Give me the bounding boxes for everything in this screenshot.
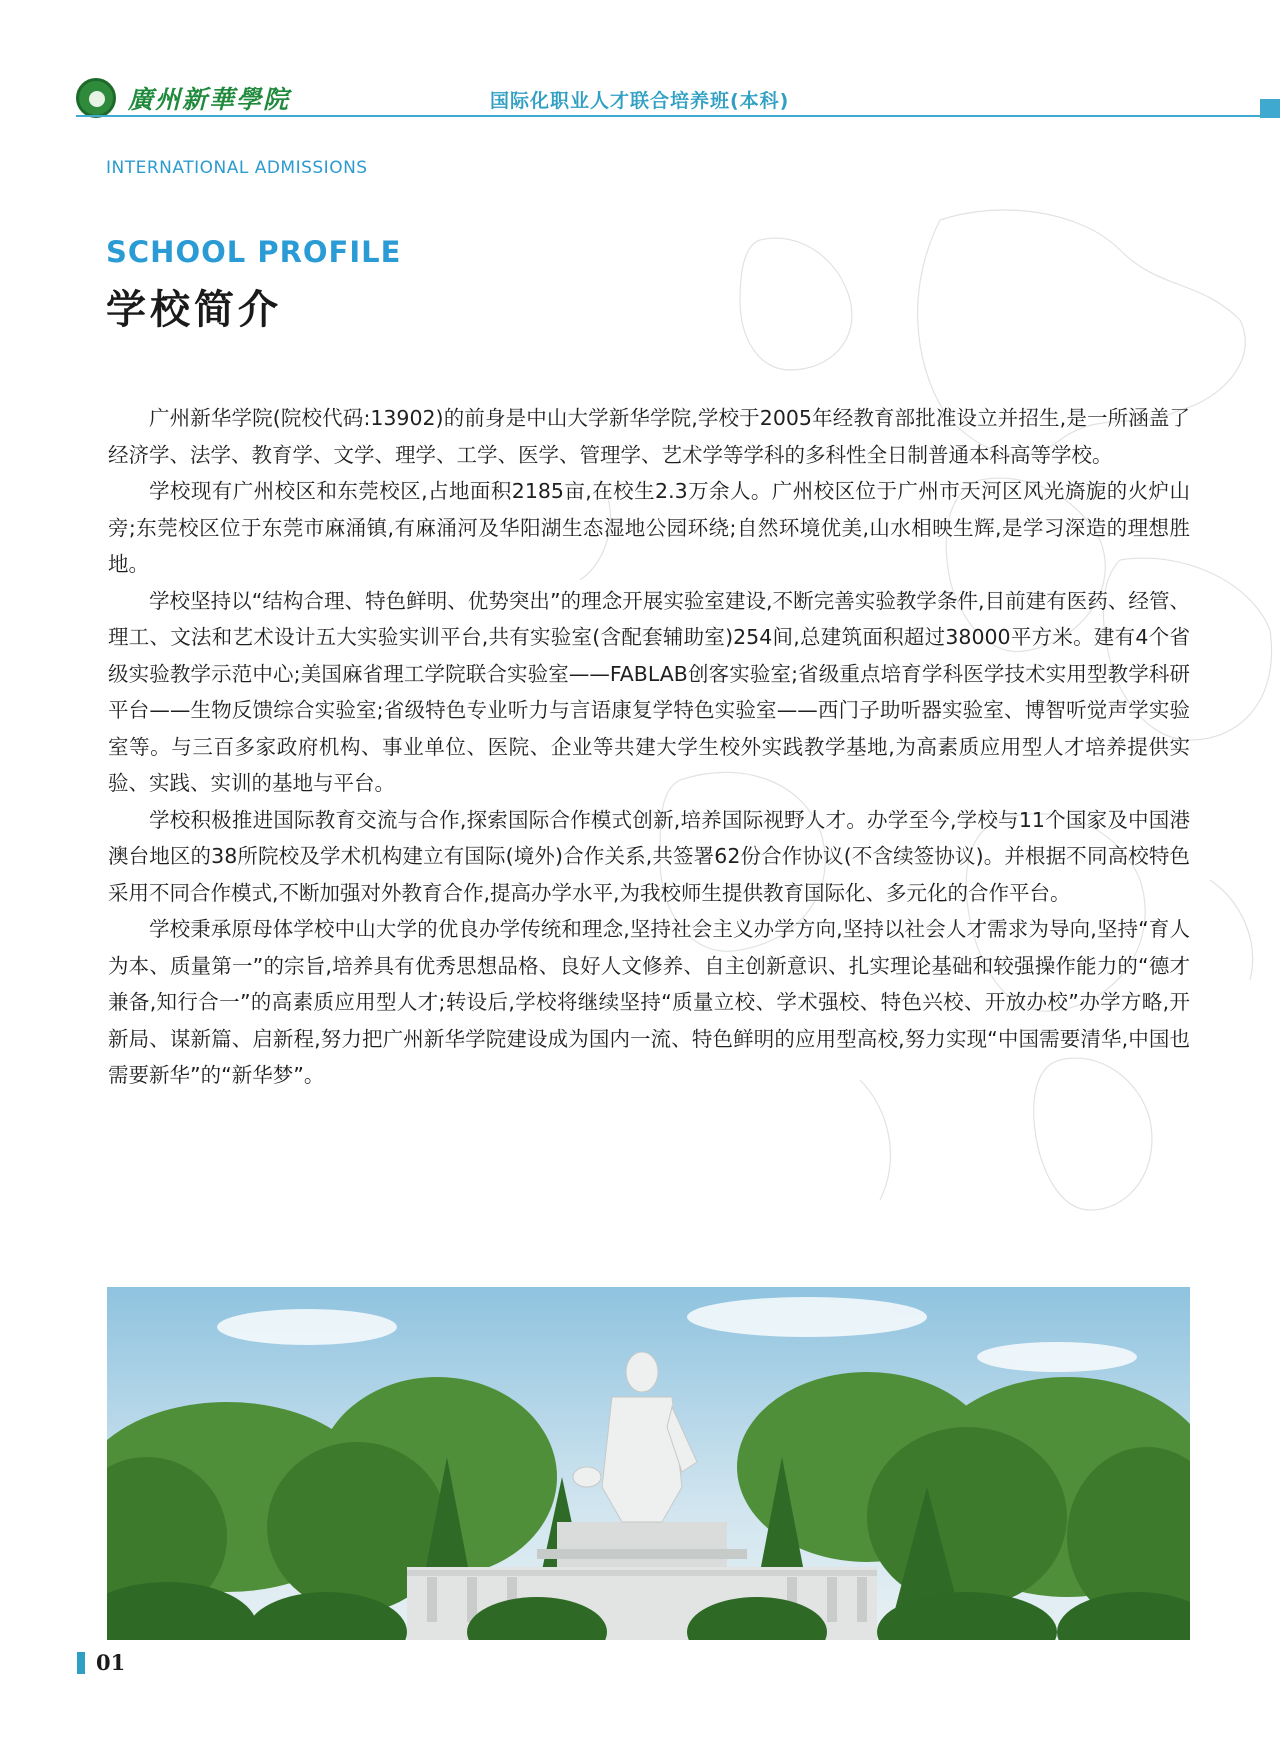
kicker-text: INTERNATIONAL ADMISSIONS bbox=[106, 158, 368, 178]
paragraph: 学校坚持以“结构合理、特色鲜明、优势突出”的理念开展实验室建设,不断完善实验教学条件,目前建有医药、经管、理工、文法和艺术设计五大实验实训平台,共有实验室(含配套辅助室)254间,总建筑面积超过38000平方米。建有4个省级实验教学示范中心;美国麻省理工学院联合实验室——FABLAB创客实验室;省级重点培育学科医学技术实用型教学科研平台——生物反馈综合实验室;省级特色专业听力与言语康复学特色实验室——西门子助听器实验室、博智听觉声学实验室等。与三百多家政府机构、事业单位、医院、企业等共建大学生校外实践教学基地,为高素质应用型人才培养提供实验、实践、实训的基地与平台。 bbox=[108, 588, 1190, 795]
section-title-cn: 学校简介 bbox=[106, 287, 282, 333]
page-number: 01 bbox=[96, 1650, 126, 1675]
body-text bbox=[108, 400, 1190, 1094]
school-emblem-icon bbox=[76, 78, 116, 118]
header-subtitle: 国际化职业人才联合培养班(本科) bbox=[490, 90, 790, 112]
campus-statue-photo bbox=[107, 1287, 1190, 1640]
section-title-en: SCHOOL PROFILE bbox=[106, 235, 402, 269]
page-header bbox=[0, 0, 1280, 130]
paragraph: 学校积极推进国际教育交流与合作,探索国际合作模式创新,培养国际视野人才。办学至今,学校与11个国家及中国港澳台地区的38所院校及学术机构建立有国际(境外)合作关系,共签署62份合作协议(不含续签协议)。并根据不同高校特色采用不同合作模式,不断加强对外教育合作,提高办学水平,为我校师生提供教育国际化、多元化的合作平台。 bbox=[108, 807, 1190, 905]
paragraph: 学校秉承原母体学校中山大学的优良办学传统和理念,坚持社会主义办学方向,坚持以社会人才需求为导向,坚持“育人为本、质量第一”的宗旨,培养具有优秀思想品格、良好人文修养、自主创新意识、扎实理论基础和较强操作能力的“德才兼备,知行合一”的高素质应用型人才;转设后,学校将继续坚持“质量立校、学术强校、特色兴校、开放办校”办学方略,开新局、谋新篇、启新程,努力把广州新华学院建设成为国内一流、特色鲜明的应用型高校,努力实现“中国需要清华,中国也需要新华”的“新华梦”。 bbox=[108, 917, 1190, 1087]
paragraph: 广州新华学院(院校代码:13902)的前身是中山大学新华学院,学校于2005年经教育部批准设立并招生,是一所涵盖了经济学、法学、教育学、文学、理学、工学、医学、管理学、艺术学等学科的多科性全日制普通本科高等学校。 bbox=[108, 406, 1190, 467]
header-accent-tab bbox=[1260, 99, 1280, 118]
paragraph: 学校现有广州校区和东莞校区,占地面积2185亩,在校生2.3万余人。广州校区位于广州市天河区风光旖旎的火炉山旁;东莞校区位于东莞市麻涌镇,有麻涌河及华阳湖生态湿地公园环绕;自然环境优美,山水相映生辉,是学习深造的理想胜地。 bbox=[108, 479, 1190, 576]
school-logo-text: 廣州新華學院 bbox=[128, 85, 291, 114]
page-number-marker bbox=[77, 1652, 85, 1674]
header-divider bbox=[76, 115, 1280, 117]
